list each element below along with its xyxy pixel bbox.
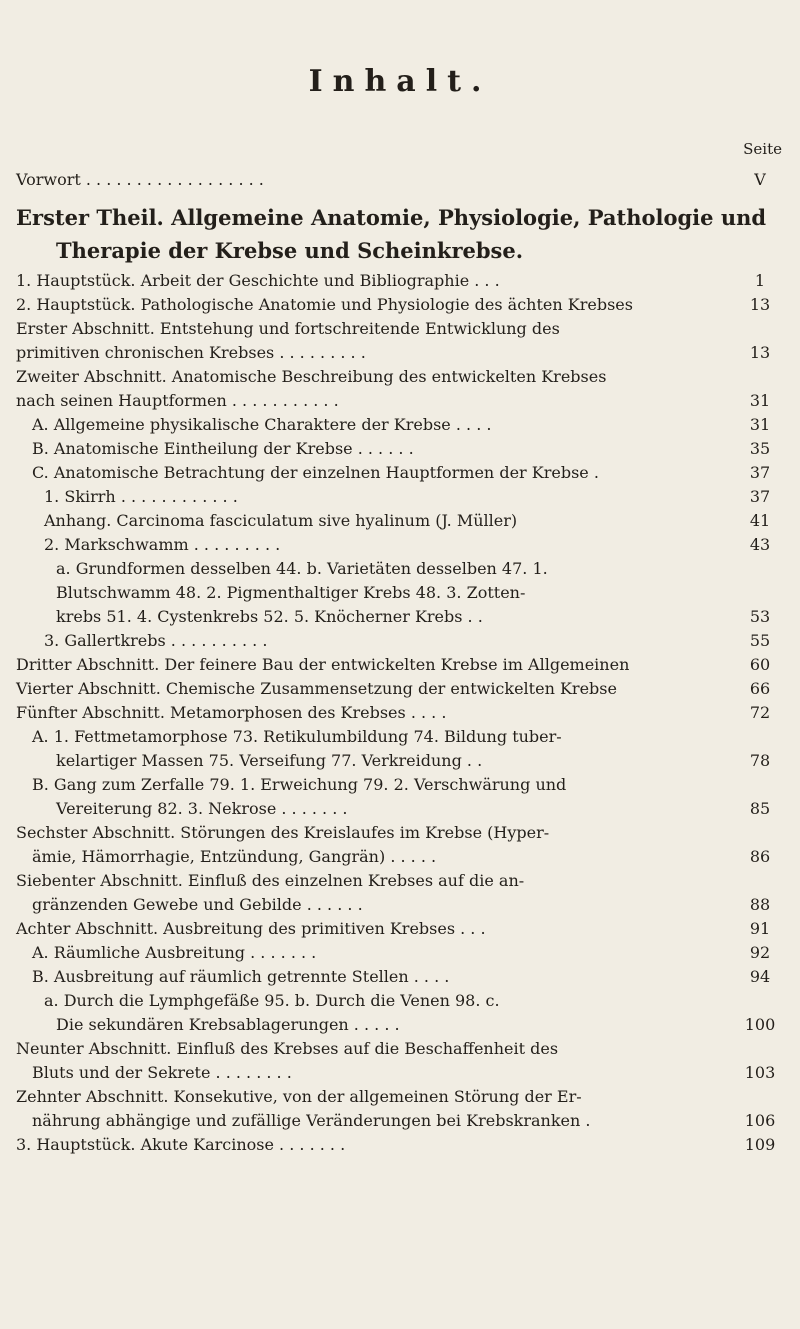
toc-entry-text: Therapie der Krebse und Scheinkrebse. bbox=[56, 238, 524, 263]
toc-entry-text: B. Gang zum Zerfalle 79. 1. Erweichung 79. 2. Verschwärung und bbox=[32, 775, 567, 794]
toc-entry-text: gränzenden Gewebe und Gebilde . . . . . . bbox=[32, 895, 363, 914]
toc-entry-text: 2. Hauptstück. Pathologische Anatomie und Physiologie des ächten Krebses bbox=[16, 295, 633, 314]
toc-entry-text: Erster Theil. Allgemeine Anatomie, Physiologie, Pathologie und bbox=[16, 205, 767, 230]
toc-entry-text: nährung abhängige und zufällige Veränderungen bei Krebskranken . bbox=[32, 1111, 591, 1130]
toc-entry-text: Neunter Abschnitt. Einfluß des Krebses auf die Beschaffenheit des bbox=[16, 1039, 559, 1058]
toc-page-number: 72 bbox=[749, 703, 771, 722]
toc-entry-text: krebs 51. 4. Cystenkrebs 52. 5. Knöcherner Krebs . . bbox=[56, 607, 483, 626]
toc-page-number: 103 bbox=[744, 1063, 776, 1082]
toc-page-number: 13 bbox=[749, 343, 771, 362]
toc-entry-text: Siebenter Abschnitt. Einfluß des einzelnen Krebses auf die an- bbox=[16, 871, 525, 890]
page-title: Inhalt. bbox=[308, 64, 492, 99]
toc-entry-text: B. Anatomische Eintheilung der Krebse . . . . . . bbox=[32, 439, 414, 458]
toc-entry-text: 1. Hauptstück. Arbeit der Geschichte und Bibliographie . . . bbox=[16, 271, 500, 290]
toc-entry-text: Vierter Abschnitt. Chemische Zusammensetzung der entwickelten Krebse bbox=[16, 679, 617, 698]
toc-entry-text: Zweiter Abschnitt. Anatomische Beschreibung des entwickelten Krebses bbox=[16, 367, 607, 386]
toc-entry-text: a. Durch die Lymphgefäße 95. b. Durch die Venen 98. c. bbox=[44, 991, 500, 1010]
toc-page-number: 94 bbox=[749, 967, 771, 986]
toc-page-number: 43 bbox=[749, 535, 771, 554]
toc-page-number: 66 bbox=[749, 679, 771, 698]
toc-page-number: 37 bbox=[749, 487, 771, 506]
toc-page-number: 92 bbox=[749, 943, 771, 962]
toc-page-number: 106 bbox=[744, 1111, 776, 1130]
toc-entry-text: Zehnter Abschnitt. Konsekutive, von der allgemeinen Störung der Er- bbox=[16, 1087, 582, 1106]
toc-page-number: 31 bbox=[749, 415, 771, 434]
toc-entry-text: Achter Abschnitt. Ausbreitung des primitiven Krebses . . . bbox=[16, 919, 486, 938]
toc-page-number: 31 bbox=[749, 391, 771, 410]
toc-entry-text: nach seinen Hauptformen . . . . . . . . . . . bbox=[16, 391, 339, 410]
toc-entry-text: Vereiterung 82. 3. Nekrose . . . . . . . bbox=[56, 799, 348, 818]
toc-entry-text: 3. Hauptstück. Akute Karcinose . . . . . . . bbox=[16, 1135, 346, 1154]
toc-entry-text: Die sekundären Krebsablagerungen . . . . . bbox=[56, 1015, 400, 1034]
toc-entry-text: 3. Gallertkrebs . . . . . . . . . . bbox=[44, 631, 268, 650]
toc-entry-text: Sechster Abschnitt. Störungen des Kreislaufes im Krebse (Hyper- bbox=[16, 823, 550, 842]
toc-entry-text: Dritter Abschnitt. Der feinere Bau der entwickelten Krebse im Allgemeinen bbox=[16, 655, 630, 674]
toc-page-number: 88 bbox=[749, 895, 771, 914]
toc-entry-text: primitiven chronischen Krebses . . . . . . . . . bbox=[16, 343, 366, 362]
toc-entry-text: ämie, Hämorrhagie, Entzündung, Gangrän) . . . . . bbox=[32, 847, 437, 866]
toc-page-number: 85 bbox=[749, 799, 771, 818]
toc-entry-text: B. Ausbreitung auf räumlich getrennte Stellen . . . . bbox=[32, 967, 450, 986]
toc-page-number: 1 bbox=[754, 271, 766, 290]
toc-entry-text: Anhang. Carcinoma fasciculatum sive hyalinum (J. Müller) bbox=[44, 511, 518, 530]
toc-entry-text: a. Grundformen desselben 44. b. Varietäten desselben 47. 1. bbox=[56, 559, 548, 578]
toc-entry-text: 2. Markschwamm . . . . . . . . . bbox=[44, 535, 281, 554]
toc-entry-text: Fünfter Abschnitt. Metamorphosen des Krebses . . . . bbox=[16, 703, 447, 722]
toc-page-number: 53 bbox=[749, 607, 771, 626]
toc-page-number: 91 bbox=[749, 919, 771, 938]
toc-page-number: 41 bbox=[749, 511, 771, 530]
toc-entry-text: kelartiger Massen 75. Verseifung 77. Verkreidung . . bbox=[56, 751, 483, 770]
toc-page-number: 55 bbox=[749, 631, 771, 650]
toc-entry-text: Vorwort . . . . . . . . . . . . . . . . . . bbox=[16, 170, 264, 189]
toc-page-number: 100 bbox=[744, 1015, 776, 1034]
toc-entry-text: Erster Abschnitt. Entstehung und fortschreitende Entwicklung des bbox=[16, 319, 560, 338]
toc-entry-text: C. Anatomische Betrachtung der einzelnen Hauptformen der Krebse . bbox=[32, 463, 599, 482]
toc-page-number: 13 bbox=[749, 295, 771, 314]
toc-entry-text: A. 1. Fettmetamorphose 73. Retikulumbildung 74. Bildung tuber- bbox=[32, 727, 562, 746]
toc-page-number: 109 bbox=[744, 1135, 776, 1154]
toc-page-number: 78 bbox=[749, 751, 771, 770]
toc-entry-text: Blutschwamm 48. 2. Pigmenthaltiger Krebs 48. 3. Zotten- bbox=[56, 583, 526, 602]
toc-entry-text: A. Allgemeine physikalische Charaktere der Krebse . . . . bbox=[32, 415, 492, 434]
toc-entry-text: Bluts und der Sekrete . . . . . . . . bbox=[32, 1063, 292, 1082]
toc-page-number: 37 bbox=[749, 463, 771, 482]
toc-page-number: 35 bbox=[749, 439, 771, 458]
toc-entry-text: 1. Skirrh . . . . . . . . . . . . bbox=[44, 487, 238, 506]
toc-page-number: 86 bbox=[749, 847, 771, 866]
page-column-header: Seite bbox=[743, 140, 782, 158]
toc-entry-text: A. Räumliche Ausbreitung . . . . . . . bbox=[32, 943, 317, 962]
toc-page-number: 60 bbox=[749, 655, 771, 674]
toc-page-number: V bbox=[754, 170, 766, 189]
